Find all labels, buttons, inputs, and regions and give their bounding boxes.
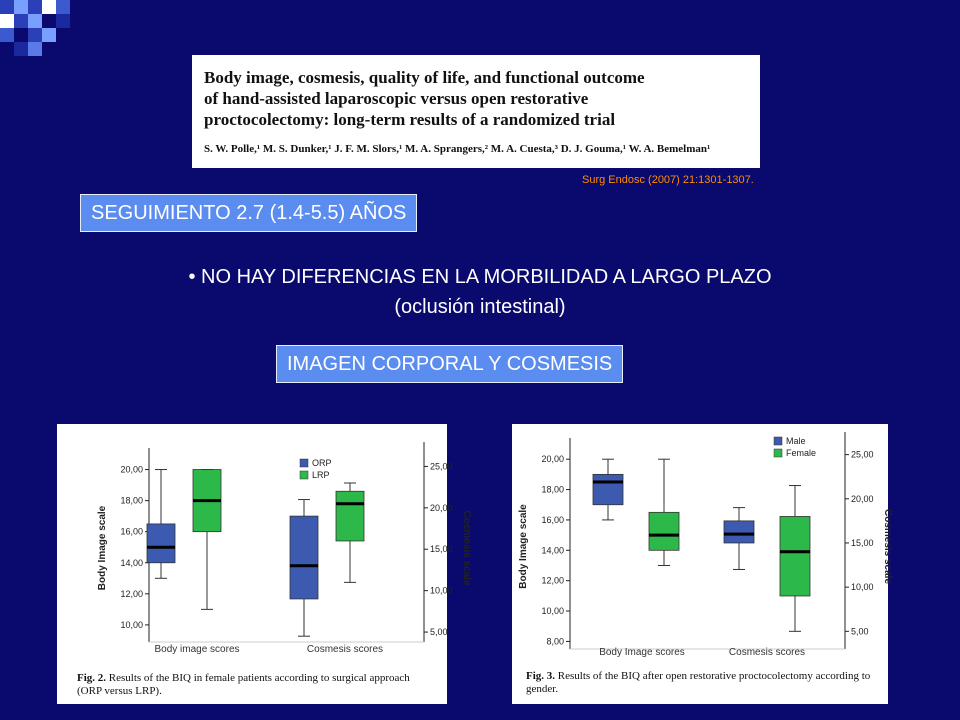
bullet-point (80, 262, 880, 322)
left-tick-label: 16,00 (120, 526, 143, 537)
category-label: Cosmesis scores (306, 644, 384, 655)
legend-label: Male (786, 436, 806, 446)
paper-authors: S. W. Polle,¹ M. S. Dunker,¹ J. F. M. Slors,¹ M. A. Sprangers,² M. A. Cuesta,³ D. J. Gouma,¹ W. A. Bemelman¹ (204, 143, 711, 155)
category-label: Cosmesis scores (728, 647, 806, 658)
figure-2-caption-label: Fig. 2. (77, 672, 107, 684)
paper-header (192, 55, 760, 168)
left-axis-title: Body Image scale (97, 505, 108, 591)
right-tick-label: 15,00 (851, 537, 874, 548)
bullet-line-2: (oclusión intestinal) (394, 296, 566, 318)
paper-title-line: of hand-assisted laparoscopic versus open restorative (204, 89, 589, 108)
right-tick-label: 15,00 (430, 544, 453, 555)
right-tick-label: 5,00 (851, 626, 869, 637)
paper-title-line: Body image, cosmesis, quality of life, and functional outcome (204, 68, 645, 87)
legend-label: Female (786, 448, 817, 458)
right-tick-label: 25,00 (430, 461, 453, 472)
figure-2-chart (57, 424, 472, 664)
box-lrp (336, 491, 364, 541)
figure-3 (512, 424, 893, 704)
left-tick-label: 18,00 (541, 484, 564, 495)
box-male (593, 474, 623, 504)
followup-label: SEGUIMIENTO 2.7 (1.4-5.5) AÑOS (80, 194, 417, 232)
left-axis-title: Body Image scale (518, 504, 529, 589)
left-tick-label: 12,00 (541, 575, 564, 586)
box-orp (147, 524, 175, 563)
paper-title (204, 67, 744, 130)
legend-swatch (774, 449, 782, 457)
left-tick-label: 18,00 (120, 495, 143, 506)
left-tick-label: 14,00 (120, 557, 143, 568)
figure-3-caption-label: Fig. 3. (526, 670, 556, 682)
box-orp (290, 516, 318, 599)
right-tick-label: 10,00 (851, 582, 874, 593)
legend-swatch (300, 471, 308, 479)
figure-2-caption (77, 672, 437, 698)
left-tick-label: 12,00 (120, 588, 143, 599)
right-tick-label: 5,00 (430, 627, 448, 638)
left-tick-label: 20,00 (120, 464, 143, 475)
right-tick-label: 25,00 (851, 449, 874, 460)
right-axis-title: Cosmesis scale (461, 510, 472, 586)
left-tick-label: 10,00 (120, 619, 143, 630)
section-label: IMAGEN CORPORAL Y COSMESIS (276, 345, 623, 383)
right-tick-label: 20,00 (430, 502, 453, 513)
legend-swatch (774, 437, 782, 445)
right-tick-label: 20,00 (851, 493, 874, 504)
bullet-line-1: NO HAY DIFERENCIAS EN LA MORBILIDAD A LARGO PLAZO (201, 266, 772, 288)
legend-swatch (300, 459, 308, 467)
box-female (649, 512, 679, 550)
paper-title-line: proctocolectomy: long-term results of a randomized trial (204, 110, 616, 129)
figure-3-caption (526, 670, 878, 696)
right-axis-title: Cosmesis scale (882, 508, 893, 585)
figure-2 (57, 424, 472, 704)
category-label: Body Image scores (599, 647, 685, 658)
category-label: Body image scores (154, 644, 240, 655)
left-tick-label: 20,00 (541, 454, 564, 465)
left-tick-label: 10,00 (541, 606, 564, 617)
box-male (724, 521, 754, 543)
left-tick-label: 16,00 (541, 514, 564, 525)
box-female (780, 516, 810, 596)
figure-3-caption-text: Results of the BIQ after open restorative proctocolectomy according to gender. (526, 670, 871, 695)
right-tick-label: 10,00 (430, 585, 453, 596)
left-tick-label: 14,00 (541, 545, 564, 556)
left-tick-label: 8,00 (546, 636, 564, 647)
bullet-marker: • (188, 266, 196, 288)
legend-label: LRP (312, 470, 330, 480)
citation: Surg Endosc (2007) 21:1301-1307. (582, 174, 754, 186)
figure-3-chart (512, 424, 893, 664)
legend-label: ORP (312, 458, 332, 468)
figure-2-caption-text: Results of the BIQ in female patients according to surgical approach (ORP versus LRP). (77, 672, 410, 697)
